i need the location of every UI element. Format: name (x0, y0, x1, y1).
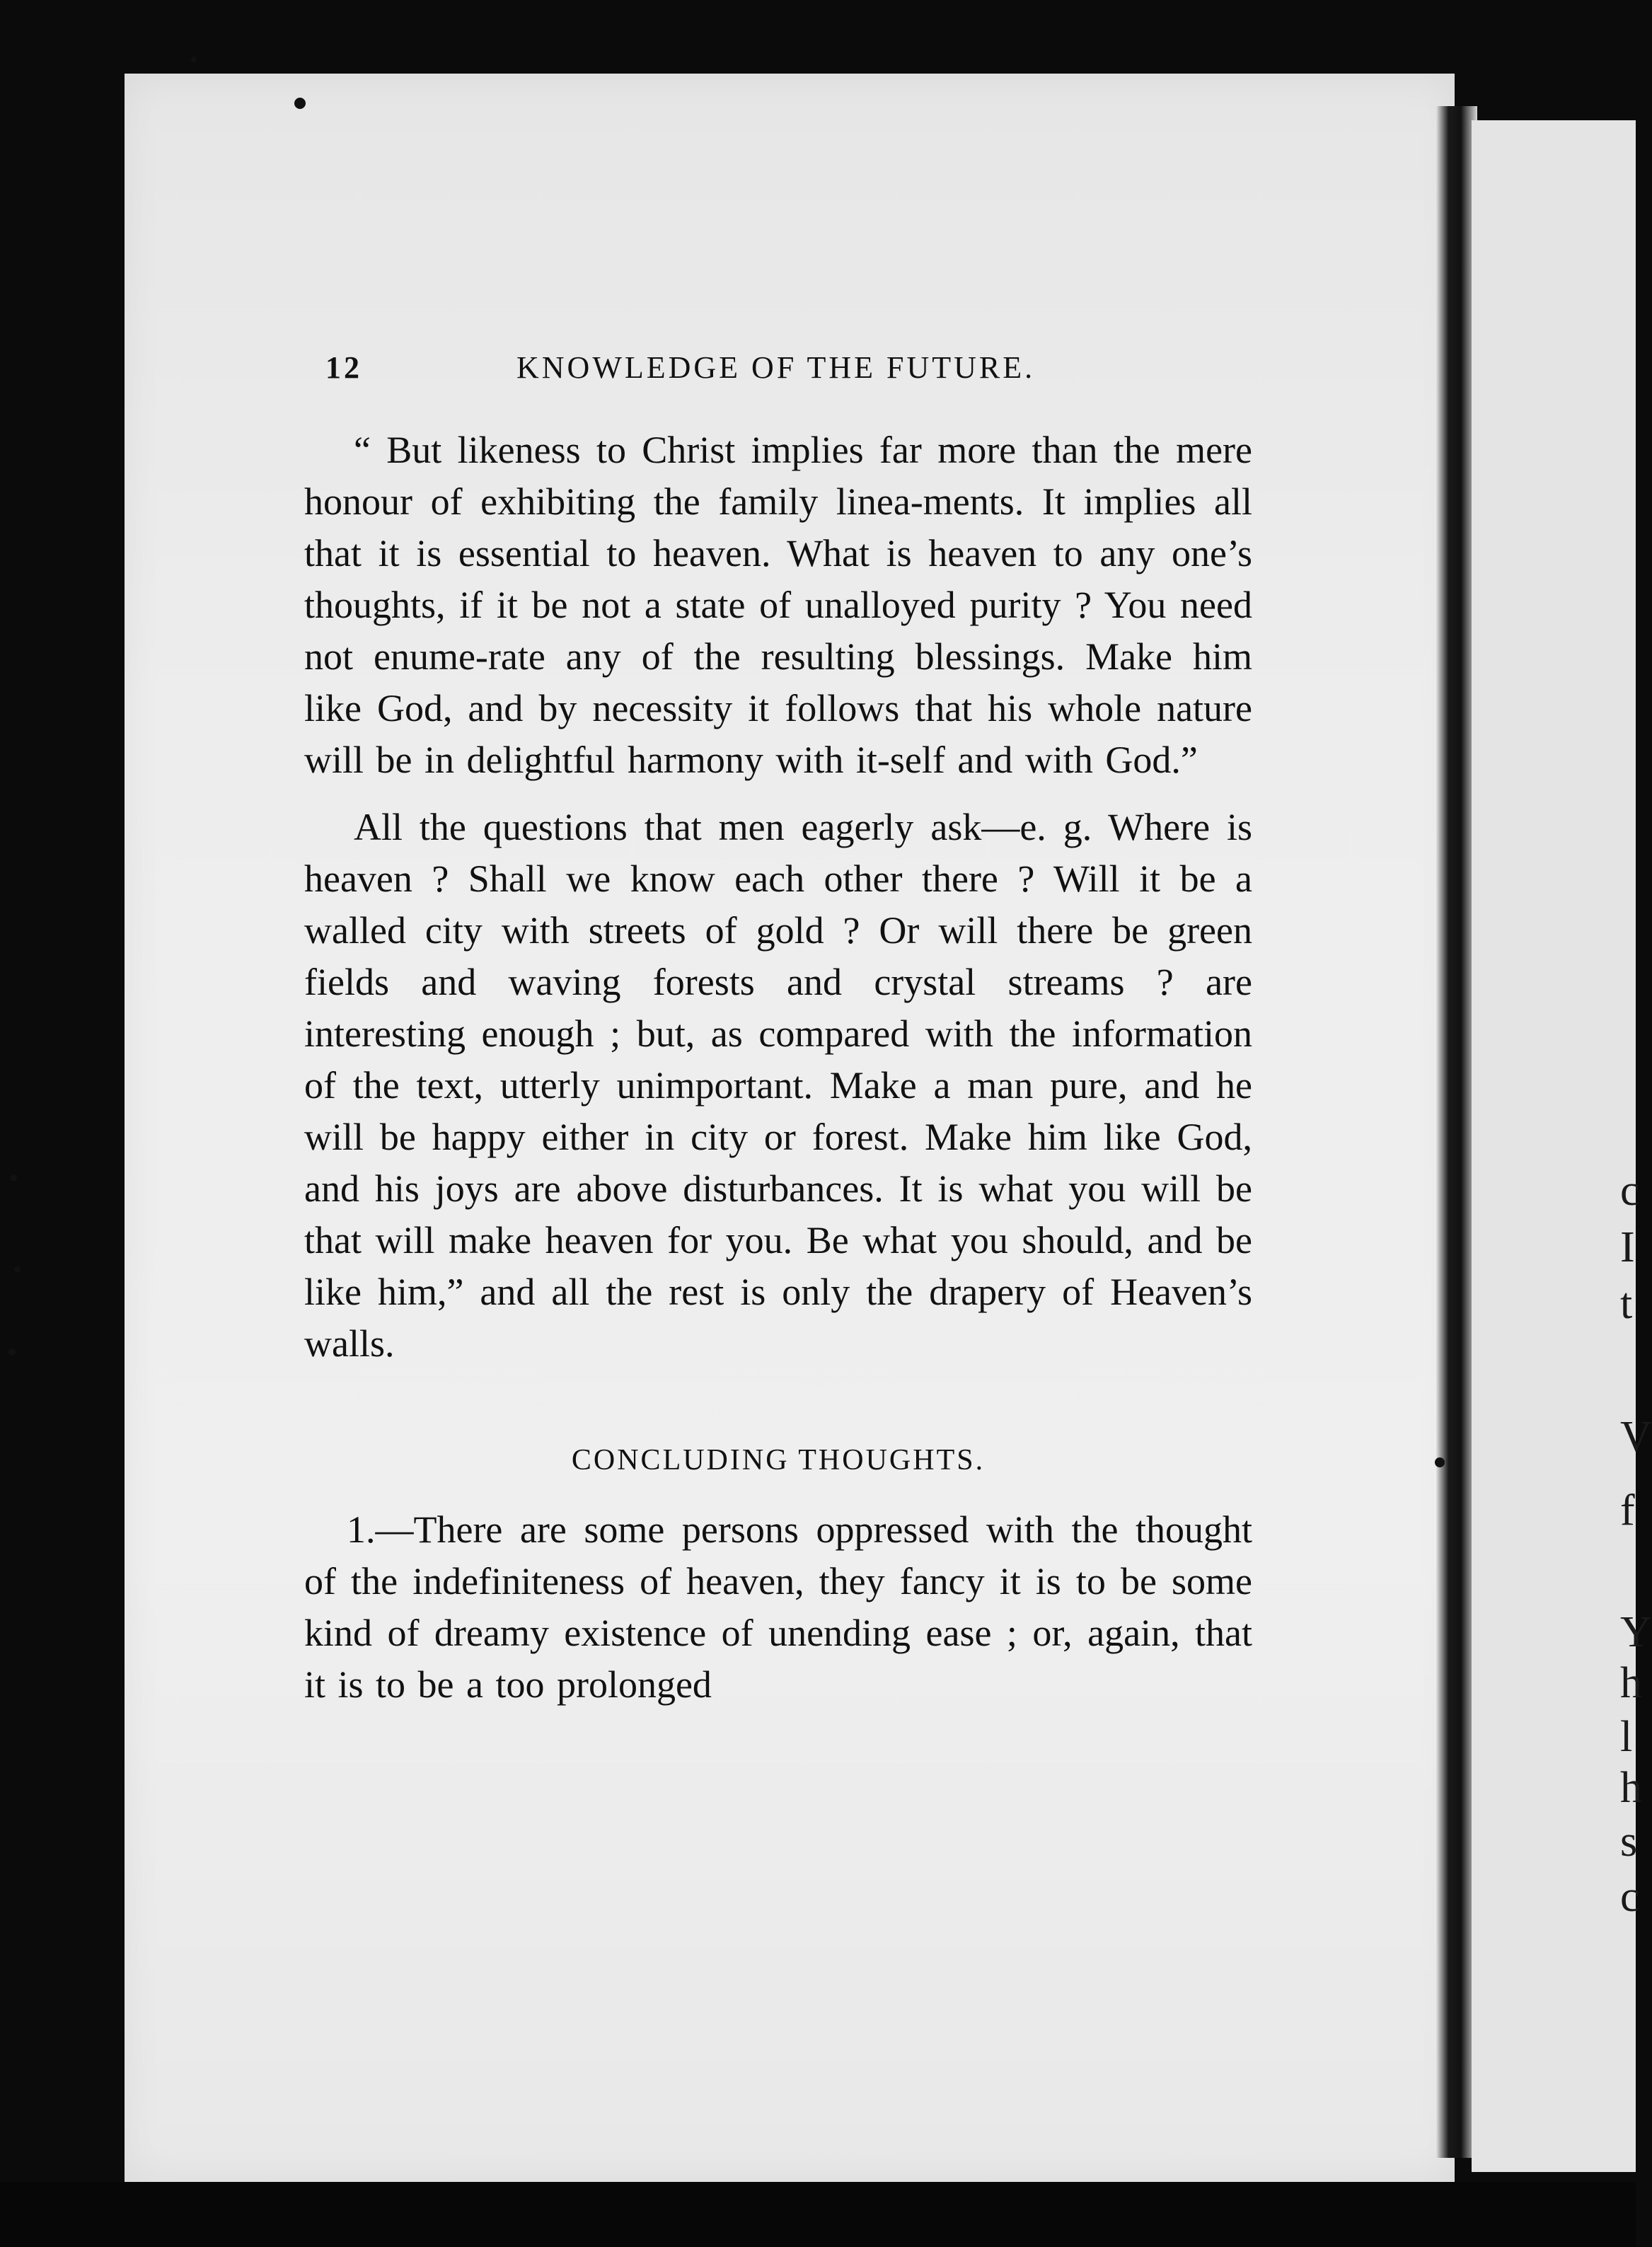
ink-speck (10, 1174, 17, 1182)
facing-page-letter: h (1620, 1764, 1642, 1812)
running-head-title: KNOWLEDGE OF THE FUTURE. (516, 350, 1036, 385)
facing-page-letter: s (1620, 1818, 1638, 1866)
facing-page-letter: Y (1620, 1608, 1652, 1656)
page-text (304, 340, 1252, 1711)
ink-speck (294, 98, 306, 109)
section-heading: CONCLUDING THOUGHTS. (571, 1444, 986, 1477)
facing-page-letter: c (1620, 1167, 1640, 1215)
page-number: 12 (325, 350, 362, 385)
ink-speck (14, 1266, 21, 1273)
body-paragraph: All the questions that men eagerly ask—e. g. Where is heaven ? Shall we know each other there ? Will it be a walled city with streets of gold ? Or will there be green fields and waving forests and crystal streams ? are interesting enough ; but, as compared with the information of the text, utterly unimportant. Make a man pure, and he will be happy either in city or forest. Make him like God, and his joys are above disturbances. It is what you will be that will make heaven for you. Be what you should, and be like him,” and all the rest is only the drapery of Heaven’s walls. (304, 806, 1252, 1365)
quoted-paragraph: “ But likeness to Christ implies far more than the mere honour of exhibiting the family linea-ments. It implies all that it is essential to heaven. What is heaven to any one’s thoughts, if it be not a state of unalloyed purity ? You need not enume-rate any of the resulting blessings. Make him like God, and by necessity it follows that his whole nature will be in delightful harmony with it-self and with God.” (304, 429, 1252, 781)
facing-page-letter: l (1620, 1713, 1633, 1761)
scan-bottom-edge (0, 2182, 1636, 2247)
numbered-paragraph: 1.—There are some persons oppressed with the thought of the indefiniteness of heaven, they fancy it is to be some kind of dreamy existence of unending ease ; or, again, that it is to be a too prolonged (304, 1508, 1252, 1706)
facing-page-letter: f (1620, 1486, 1635, 1535)
running-head (304, 340, 1252, 389)
ink-speck (8, 1348, 16, 1356)
facing-page-letter: c (1620, 1873, 1640, 1921)
facing-page-letter: I (1620, 1223, 1635, 1271)
facing-page-letter: h (1620, 1659, 1642, 1707)
ink-speck (1435, 1457, 1445, 1467)
facing-page-letter: t (1620, 1280, 1633, 1328)
facing-page (1472, 120, 1636, 2172)
ink-speck (191, 57, 197, 62)
facing-page-letter: V (1620, 1413, 1652, 1461)
